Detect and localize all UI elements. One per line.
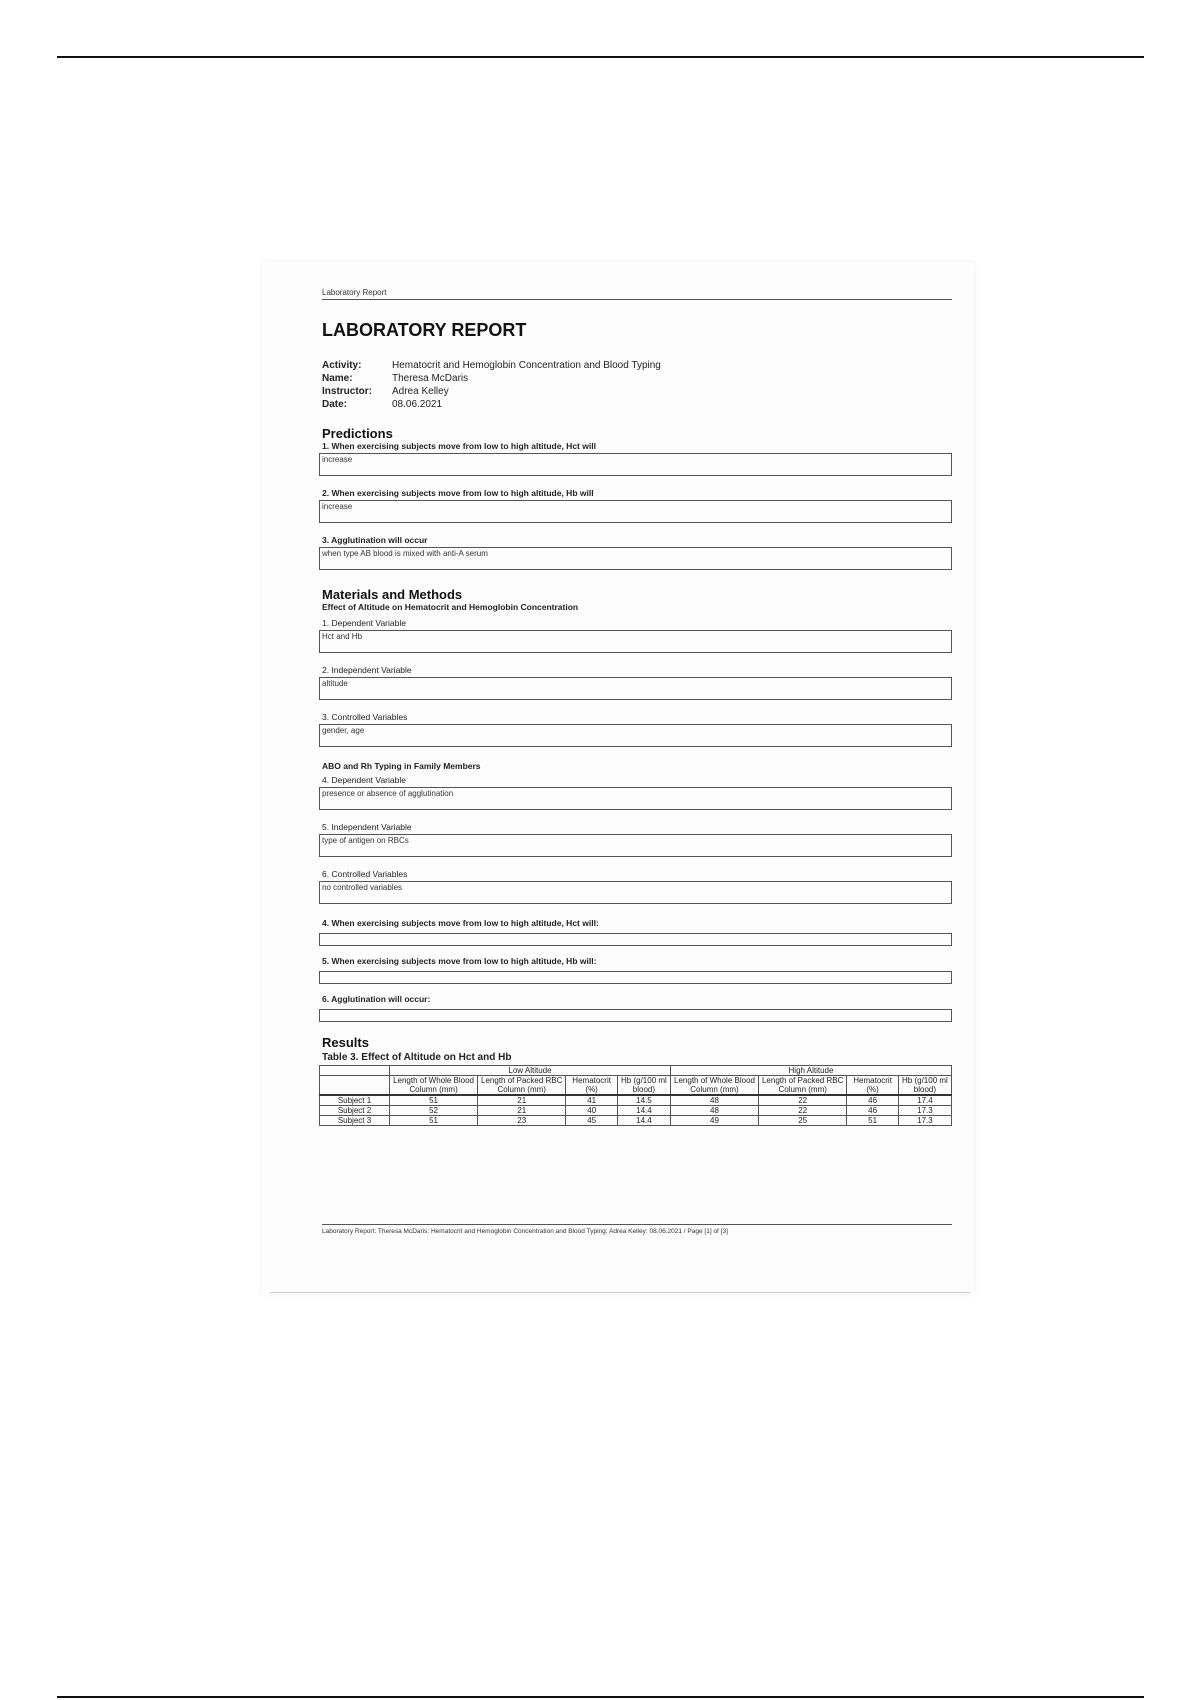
report-meta — [322, 359, 952, 411]
report-title: LABORATORY REPORT — [322, 320, 527, 340]
table-cell: 45 — [566, 1116, 618, 1126]
table-cell: 41 — [566, 1095, 618, 1106]
question-5-hb: 5. When exercising subjects move from low to high altitude, Hb will: — [322, 956, 597, 966]
table-corner-lower — [320, 1076, 390, 1096]
top-rule — [57, 56, 1144, 58]
table-row — [320, 1095, 952, 1106]
column-header: Hematocrit (%) — [566, 1076, 618, 1096]
controlled-variables-answer-3[interactable]: gender, age — [319, 724, 952, 747]
independent-variable-label-2: 2. Independent Variable — [322, 665, 412, 675]
table-cell: 21 — [478, 1106, 566, 1116]
table-cell: 51 — [847, 1116, 899, 1126]
question-6-agglutination: 6. Agglutination will occur: — [322, 994, 431, 1004]
predictions-heading: Predictions — [322, 426, 393, 441]
results-table — [319, 1065, 952, 1126]
meta-value-date: 08.06.2021 — [392, 399, 443, 410]
column-header: Length of Whole Blood Column (mm) — [670, 1076, 758, 1096]
controlled-variables-label-3: 3. Controlled Variables — [322, 712, 408, 722]
table-corner — [320, 1066, 390, 1076]
table-cell: 46 — [847, 1095, 899, 1106]
prediction-answer-1[interactable]: increase — [319, 453, 952, 476]
table-cell: 48 — [670, 1095, 758, 1106]
row-subject: Subject 2 — [320, 1106, 390, 1116]
independent-variable-answer-2[interactable]: altitude — [319, 677, 952, 700]
meta-value-instructor: Adrea Kelley — [392, 386, 449, 397]
table-title: Table 3. Effect of Altitude on Hct and Hb — [322, 1052, 512, 1063]
table-cell: 51 — [390, 1095, 478, 1106]
table-cell: 51 — [390, 1116, 478, 1126]
meta-key-name: Name: — [322, 373, 353, 384]
table-cell: 17.4 — [898, 1095, 951, 1106]
table-cell: 17.3 — [898, 1116, 951, 1126]
page-footer: Laboratory Report: Theresa McDaris: Hematocrit and Hemoglobin Concentration and Blood Typing: Adrea Kelley: 08.06.2021 / Page [1] of [3] — [322, 1224, 952, 1235]
column-header: Hematocrit (%) — [847, 1076, 899, 1096]
column-header: Hb (g/100 ml blood) — [617, 1076, 670, 1096]
prediction-question-1: 1. When exercising subjects move from low to high altitude, Hct will — [322, 441, 596, 451]
table-cell: 49 — [670, 1116, 758, 1126]
column-header: Length of Packed RBC Column (mm) — [759, 1076, 847, 1096]
table-cell: 22 — [759, 1095, 847, 1106]
dependent-variable-answer-4[interactable]: presence or absence of agglutination — [319, 787, 952, 810]
independent-variable-answer-5[interactable]: type of antigen on RBCs — [319, 834, 952, 857]
meta-value-activity: Hematocrit and Hemoglobin Concentration and Blood Typing — [392, 360, 661, 371]
materials-subheading-abo: ABO and Rh Typing in Family Members — [322, 761, 481, 771]
row-subject: Subject 3 — [320, 1116, 390, 1126]
table-cell: 14.4 — [617, 1116, 670, 1126]
prediction-answer-2[interactable]: increase — [319, 500, 952, 523]
controlled-variables-answer-6[interactable]: no controlled variables — [319, 881, 952, 904]
table-cell: 23 — [478, 1116, 566, 1126]
dependent-variable-label-1: 1. Dependent Variable — [322, 618, 406, 628]
meta-key-activity: Activity: — [322, 360, 362, 371]
table-cell: 48 — [670, 1106, 758, 1116]
row-subject: Subject 1 — [320, 1095, 390, 1106]
table-cell: 21 — [478, 1095, 566, 1106]
answer-4-hct[interactable] — [319, 933, 952, 946]
answer-6-agglutination[interactable] — [319, 1009, 952, 1022]
column-header: Length of Packed RBC Column (mm) — [478, 1076, 566, 1096]
meta-value-name: Theresa McDaris — [392, 373, 469, 384]
running-head: Laboratory Report — [322, 288, 952, 300]
results-heading: Results — [322, 1035, 369, 1050]
table-cell: 14.4 — [617, 1106, 670, 1116]
page-bottom-edge — [270, 1292, 970, 1293]
table-cell: 40 — [566, 1106, 618, 1116]
question-4-hct: 4. When exercising subjects move from low to high altitude, Hct will: — [322, 918, 599, 928]
table-cell: 22 — [759, 1106, 847, 1116]
dependent-variable-answer-1[interactable]: Hct and Hb — [319, 630, 952, 653]
meta-key-date: Date: — [322, 399, 348, 410]
table-cell: 17.3 — [898, 1106, 951, 1116]
controlled-variables-label-6: 6. Controlled Variables — [322, 869, 408, 879]
materials-heading: Materials and Methods — [322, 587, 463, 602]
bottom-rule — [57, 1696, 1144, 1698]
table-row — [320, 1106, 952, 1116]
table-row — [320, 1116, 952, 1126]
dependent-variable-label-4: 4. Dependent Variable — [322, 775, 406, 785]
table-cell: 46 — [847, 1106, 899, 1116]
independent-variable-label-5: 5. Independent Variable — [322, 822, 412, 832]
answer-5-hb[interactable] — [319, 971, 952, 984]
column-header: Hb (g/100 ml blood) — [898, 1076, 951, 1096]
column-header: Length of Whole Blood Column (mm) — [390, 1076, 478, 1096]
table-cell: 14.5 — [617, 1095, 670, 1106]
table-cell: 52 — [390, 1106, 478, 1116]
group-header-high-altitude: High Altitude — [670, 1066, 951, 1076]
prediction-answer-3[interactable]: when type AB blood is mixed with anti-A serum — [319, 547, 952, 570]
prediction-question-2: 2. When exercising subjects move from low to high altitude, Hb will — [322, 488, 594, 498]
materials-subheading-altitude: Effect of Altitude on Hematocrit and Hemoglobin Concentration — [322, 602, 579, 612]
prediction-question-3: 3. Agglutination will occur — [322, 535, 428, 545]
report-content — [322, 288, 952, 1126]
meta-key-instructor: Instructor: — [322, 386, 372, 397]
group-header-low-altitude: Low Altitude — [390, 1066, 671, 1076]
table-cell: 25 — [759, 1116, 847, 1126]
